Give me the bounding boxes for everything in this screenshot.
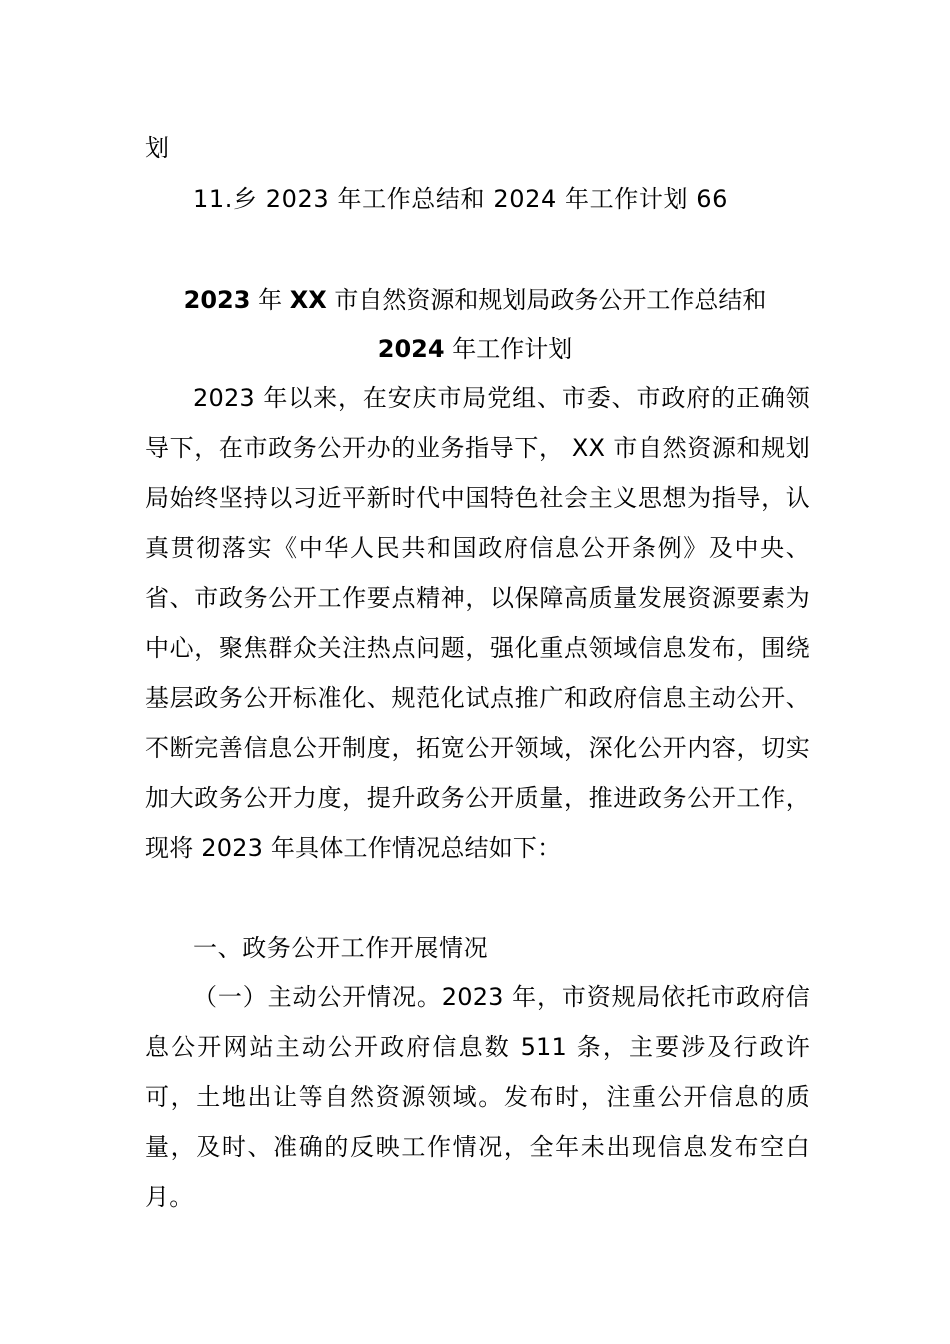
title-line2-rest: 年工作计划 <box>444 335 573 363</box>
toc-continuation: 划 <box>145 134 170 162</box>
title-xx: XX <box>289 286 327 314</box>
document-title-line1 <box>0 284 950 316</box>
title-nian: 年 <box>250 286 290 314</box>
section-1-paragraph: （一）主动公开情况。2023 年，市资规局依托市政府信息公开网站主动公开政府信息数 511 条，主要涉及行政许可，土地出让等自然资源领域。发布时，注重公开信息的质量，及时、准确的反映工作情况，全年未出现信息发布空白月。 <box>145 983 810 1211</box>
section-1-heading: 一、政务公开工作开展情况 <box>193 934 489 962</box>
title-year-2024: 2024 <box>377 335 445 363</box>
document-title-line2 <box>0 333 950 365</box>
title-line1-rest: 市自然资源和规划局政务公开工作总结和 <box>326 286 767 314</box>
intro-paragraph: 2023 年以来，在安庆市局党组、市委、市政府的正确领导下，在市政务公开办的业务指导下， XX 市自然资源和规划局始终坚持以习近平新时代中国特色社会主义思想为指导，认真贯彻落实《中华人民共和国政府信息公开条例》及中央、省、市政务公开工作要点精神，以保障高质量发展资源要素为中心，聚焦群众关注热点问题，强化重点领域信息发布，围绕基层政务公开标准化、规范化试点推广和政府信息主动公开、不断完善信息公开制度，拓宽公开领域，深化公开内容，切实加大政务公开力度，提升政务公开质量，推进政务公开工作，现将 2023 年具体工作情况总结如下： <box>145 384 810 862</box>
toc-entry-11: 11.乡 2023 年工作总结和 2024 年工作计划 66 <box>193 185 729 213</box>
title-year-2023: 2023 <box>183 286 251 314</box>
